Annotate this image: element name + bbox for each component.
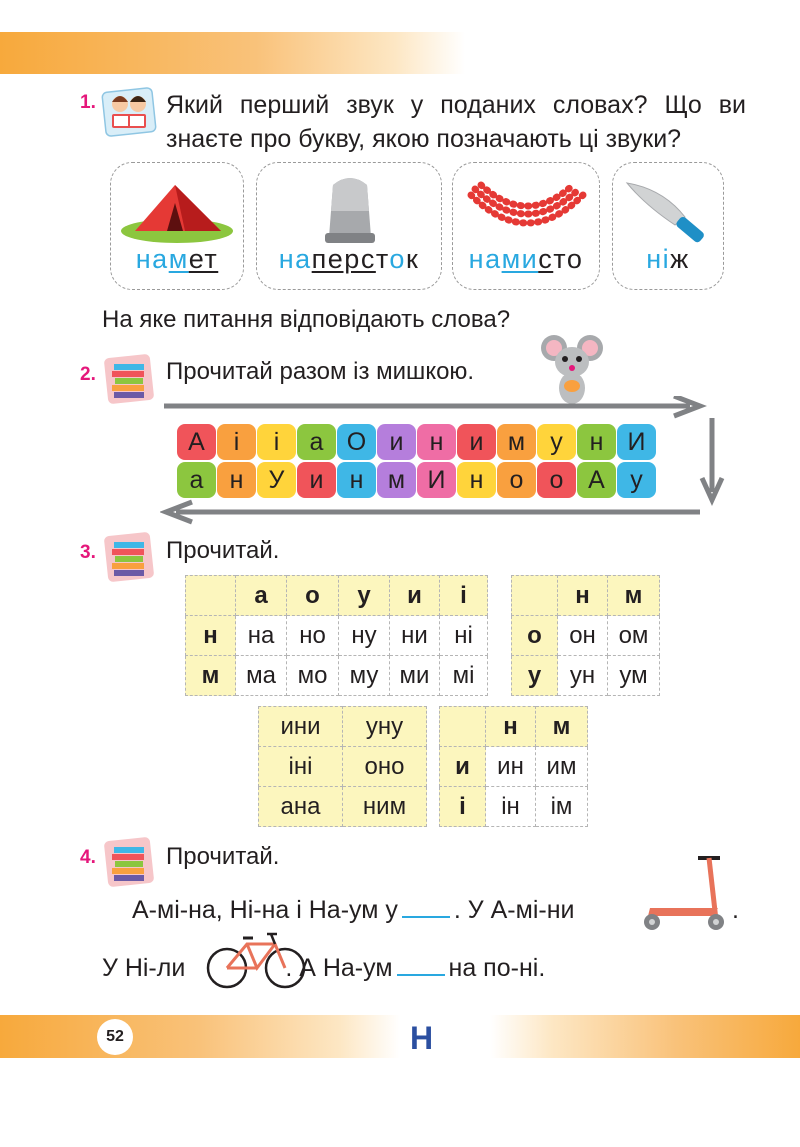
letter-tile: і <box>217 424 256 460</box>
table-cell: ма <box>236 656 287 696</box>
word-part: ми <box>501 244 539 274</box>
exercise-3-instruction: Прочитай. <box>166 537 280 564</box>
table-cell: а <box>236 576 287 616</box>
table-cell: им <box>536 747 588 787</box>
word-part: к <box>405 244 420 274</box>
sentence-text: А-мі-на, Ні-на і На-ум у <box>132 896 398 924</box>
letter-tile: н <box>457 462 496 498</box>
table-cell: ім <box>536 787 588 827</box>
table-cell: ним <box>343 787 427 827</box>
sentence-text: на по-ні. <box>448 954 546 982</box>
table-cell: м <box>186 656 236 696</box>
table-cell: мо <box>287 656 339 696</box>
word-part: т <box>375 244 390 274</box>
answer-blank[interactable] <box>397 972 445 976</box>
table-cell: он <box>558 616 608 656</box>
footer-band-right <box>490 1015 800 1058</box>
sentence-text: . У А-мі-ни <box>453 896 575 924</box>
letter-tile: н <box>417 424 456 460</box>
letter-tile: и <box>377 424 416 460</box>
sentence-1-end: . <box>732 896 739 924</box>
letter-tile: И <box>617 424 656 460</box>
table-cell: мі <box>440 656 488 696</box>
table-cell: уну <box>343 707 427 747</box>
page-letter: Н <box>410 1020 434 1056</box>
table-cell: ун <box>558 656 608 696</box>
table-cell: іні <box>259 747 343 787</box>
word-part: на <box>135 244 169 274</box>
thimble-icon <box>315 171 385 247</box>
table-cell: ом <box>608 616 660 656</box>
exercise-1-question-line2: знаєте про букву, якою позначають ці звуки? <box>166 125 682 153</box>
tent-icon <box>117 173 237 245</box>
letter-tile: у <box>617 462 656 498</box>
letter-tile: н <box>337 462 376 498</box>
books-icon <box>100 833 158 891</box>
books-icon <box>100 350 158 408</box>
children-reading-icon <box>100 82 158 140</box>
letter-tile: а <box>177 462 216 498</box>
exercise-1-number: 1. <box>80 92 96 113</box>
word-part: с <box>538 244 554 274</box>
table-cell: н <box>558 576 608 616</box>
letter-tile: О <box>337 424 376 460</box>
letter-row-2 <box>177 462 656 498</box>
exercise-2-number: 2. <box>80 364 96 385</box>
letter-row-1 <box>177 424 656 460</box>
exercise-4-instruction: Прочитай. <box>166 843 280 870</box>
word-part: о <box>389 244 406 274</box>
table-cell: о <box>287 576 339 616</box>
table-cell: ми <box>390 656 440 696</box>
table-cell: ин <box>486 747 536 787</box>
word-part: на <box>468 244 502 274</box>
necklace-icon <box>467 171 587 249</box>
table-cell <box>440 707 486 747</box>
syllable-table-c <box>258 706 427 827</box>
word-part: ет <box>188 244 219 274</box>
word-nizh <box>612 244 724 275</box>
table-cell: м <box>608 576 660 616</box>
bicycle-icon <box>205 928 307 992</box>
sentence-text: У Ні-ли <box>102 954 186 982</box>
table-cell: ни <box>390 616 440 656</box>
sentence-text: . А На-ум <box>285 954 393 982</box>
word-part: м <box>168 244 189 274</box>
page-number: 52 <box>97 1019 133 1055</box>
letter-tile: А <box>177 424 216 460</box>
exercise-1-question-line1: Який перший звук у поданих словах? Що ви <box>166 91 746 119</box>
table-cell: н <box>486 707 536 747</box>
letter-tile: у <box>537 424 576 460</box>
table-cell: н <box>186 616 236 656</box>
table-cell: у <box>512 656 558 696</box>
letter-tile: А <box>577 462 616 498</box>
books-icon <box>100 528 158 586</box>
letter-tile: И <box>417 462 456 498</box>
word-naperstok <box>256 244 442 275</box>
table-cell: му <box>339 656 390 696</box>
table-cell: и <box>390 576 440 616</box>
word-part: ні <box>646 244 671 274</box>
syllable-table-d <box>439 706 588 827</box>
letter-tile: н <box>577 424 616 460</box>
sentence-1 <box>132 896 574 925</box>
letter-tile: У <box>257 462 296 498</box>
word-part: перс <box>311 244 376 274</box>
reading-direction-arrows <box>160 396 730 526</box>
table-cell: ини <box>259 707 343 747</box>
syllable-table-b <box>511 575 660 696</box>
word-part: то <box>553 244 584 274</box>
letter-tile: и <box>297 462 336 498</box>
word-namysto <box>452 244 600 275</box>
letter-tile: и <box>457 424 496 460</box>
table-cell: ін <box>486 787 536 827</box>
letter-tile: м <box>497 424 536 460</box>
table-cell: і <box>440 787 486 827</box>
table-cell: ну <box>339 616 390 656</box>
letter-tile: н <box>217 462 256 498</box>
table-cell: у <box>339 576 390 616</box>
table-cell: и <box>440 747 486 787</box>
table-cell <box>512 576 558 616</box>
table-cell: ана <box>259 787 343 827</box>
table-cell: ум <box>608 656 660 696</box>
table-cell: на <box>236 616 287 656</box>
letter-tile: о <box>497 462 536 498</box>
syllable-table-a <box>185 575 488 696</box>
footer-band-left <box>0 1015 400 1058</box>
table-cell <box>186 576 236 616</box>
exercise-4-number: 4. <box>80 847 96 868</box>
letter-tile: а <box>297 424 336 460</box>
table-cell: і <box>440 576 488 616</box>
table-cell: но <box>287 616 339 656</box>
knife-icon <box>623 177 717 249</box>
table-cell: оно <box>343 747 427 787</box>
scooter-icon <box>638 854 730 934</box>
exercise-2-instruction: Прочитай разом із мишкою. <box>166 358 475 385</box>
word-part: на <box>278 244 312 274</box>
mouse-icon <box>540 332 604 406</box>
letter-tile: м <box>377 462 416 498</box>
letter-tile: о <box>537 462 576 498</box>
table-cell: ні <box>440 616 488 656</box>
exercise-3-number: 3. <box>80 542 96 563</box>
sentence-2 <box>102 954 545 983</box>
table-cell: о <box>512 616 558 656</box>
answer-blank[interactable] <box>402 914 450 918</box>
letter-tile: і <box>257 424 296 460</box>
table-cell: м <box>536 707 588 747</box>
header-band <box>0 32 465 74</box>
word-part: ж <box>670 244 690 274</box>
word-namet <box>110 244 244 275</box>
exercise-1-subquestion: На яке питання відповідають слова? <box>102 306 511 333</box>
